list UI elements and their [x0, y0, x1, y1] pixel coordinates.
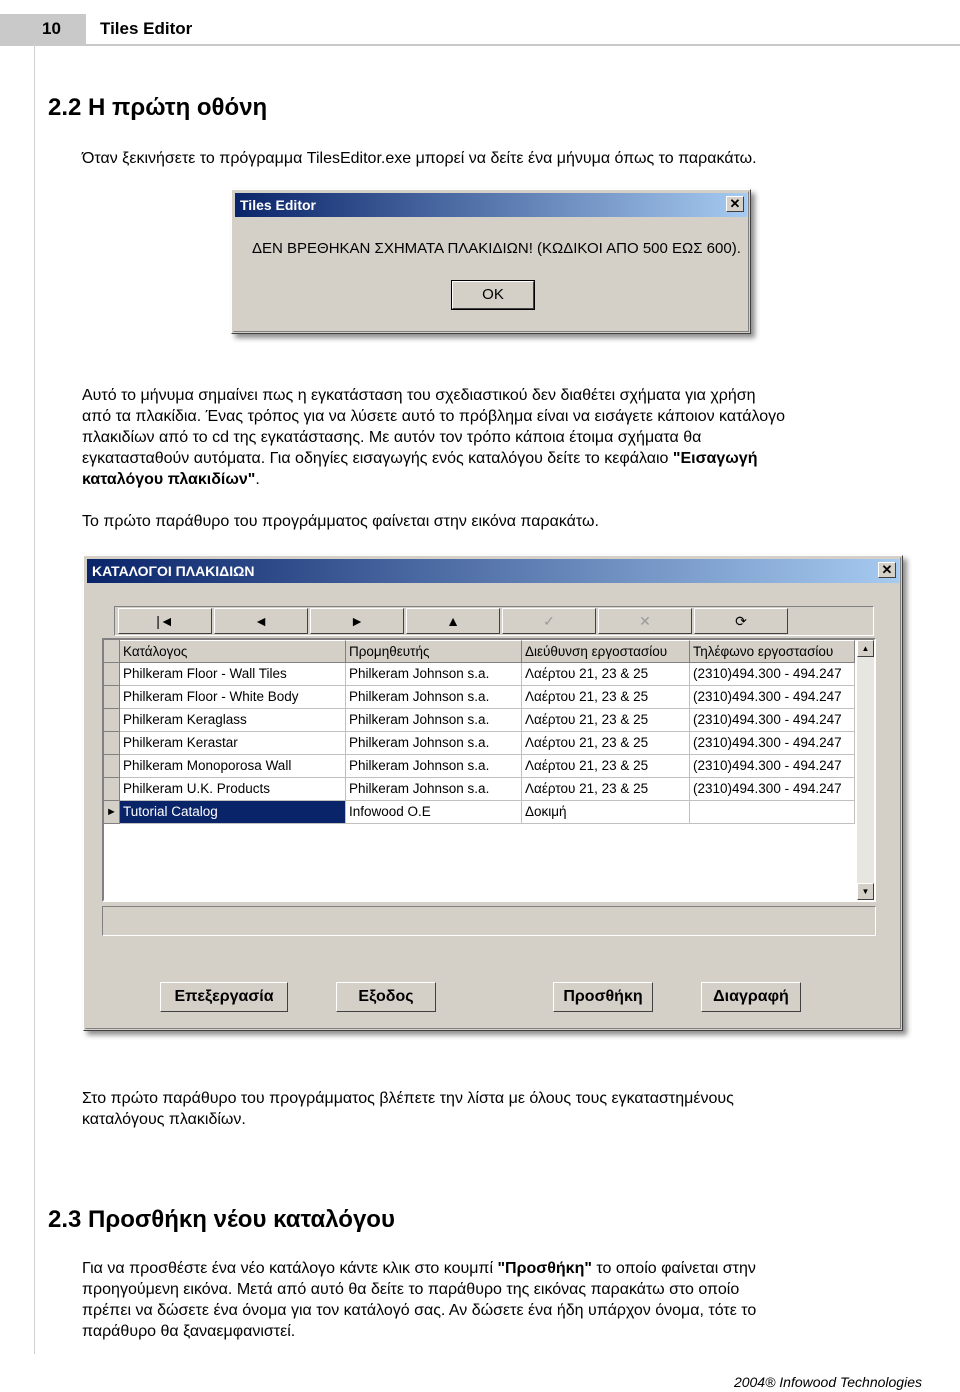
cell-phone[interactable]: (2310)494.300 - 494.247 [690, 755, 855, 778]
page-footer: 2004® Infowood Technologies [733, 1374, 922, 1390]
nav-post-button[interactable]: ✓ [502, 608, 596, 634]
row-indicator [104, 778, 120, 801]
chapter-reference-part1: "Εισαγωγή [672, 450, 758, 467]
cell-catalog-selected[interactable]: Tutorial Catalog [120, 801, 346, 824]
cell-supplier[interactable]: Philkeram Johnson s.a. [346, 709, 522, 732]
message-dialog [231, 189, 751, 334]
dialog-close-button[interactable]: ✕ [726, 196, 744, 212]
cell-phone[interactable]: (2310)494.300 - 494.247 [690, 686, 855, 709]
cell-catalog[interactable]: Philkeram Kerastar [120, 732, 346, 755]
section2-line-1 [82, 1258, 756, 1279]
add-button-reference: "Προσθήκη" [497, 1260, 592, 1277]
explanation-line-1: Αυτό το μήνυμα σημαίνει πως η εγκατάσταση του σχεδιαστικού δεν διαθέτει σχήματα για χρήση [82, 387, 756, 404]
catalog-grid[interactable] [102, 638, 876, 902]
section2-line-3: πρέπει να δώσετε ένα όνομα για τον κατάλογό σας. Αν δώσετε ένα ήδη υπάρχον όνομα, τότε το [82, 1302, 757, 1319]
section2-line-1-pre: Για να προσθέστε ένα νέο κατάλογο κάντε κλικ στο κουμπί [82, 1260, 498, 1277]
cell-address[interactable]: Δοκιμή [522, 801, 690, 824]
table-row[interactable] [104, 755, 855, 778]
running-header-title: Tiles Editor [100, 19, 193, 38]
explanation-line-3: πλακιδίων από το cd της εγκατάστασης. Με αυτόν τον τρόπο κάποια έτοιμα σχήματα θα [82, 429, 702, 446]
scroll-down-button[interactable]: ▼ [857, 883, 874, 900]
column-header-phone[interactable]: Τηλέφωνο εργοστασίου [690, 640, 855, 663]
explanation-line-4-text: εγκατασταθούν αυτόματα. Για οδηγίες εισαγωγής ενός καταλόγου δείτε το κεφάλαιο [82, 450, 669, 467]
column-header-supplier[interactable]: Προμηθευτής [346, 640, 522, 663]
cell-catalog[interactable]: Philkeram Keraglass [120, 709, 346, 732]
dialog-message: ΔΕΝ ΒΡΕΘΗΚΑΝ ΣΧΗΜΑΤΑ ΠΛΑΚΙΔΙΩΝ! (ΚΩΔΙΚΟΙ ΑΠΟ 500 ΕΩΣ 600). [252, 240, 741, 257]
cell-supplier[interactable]: Infowood O.E [346, 801, 522, 824]
header-rule [0, 44, 960, 46]
table-row[interactable] [104, 709, 855, 732]
catalog-close-button[interactable]: ✕ [878, 562, 896, 578]
grid-vertical-scrollbar[interactable] [857, 640, 874, 900]
page-number: 10 [0, 14, 86, 44]
cell-supplier[interactable]: Philkeram Johnson s.a. [346, 778, 522, 801]
cell-phone[interactable] [690, 801, 855, 824]
grid-header-indicator [104, 640, 120, 663]
after-figure-line-2: καταλόγους πλακιδίων. [82, 1111, 246, 1128]
cell-phone[interactable]: (2310)494.300 - 494.247 [690, 709, 855, 732]
nav-up-button[interactable]: ▲ [406, 608, 500, 634]
column-header-catalog[interactable]: Κατάλογος [120, 640, 346, 663]
table-row-current[interactable] [104, 801, 855, 824]
edit-button[interactable]: Επεξεργασία [160, 982, 288, 1012]
cell-address[interactable]: Λαέρτου 21, 23 & 25 [522, 709, 690, 732]
table-row[interactable] [104, 663, 855, 686]
exit-button[interactable]: Εξοδος [336, 982, 436, 1012]
dialog-title: Tiles Editor [240, 197, 316, 213]
cell-address[interactable]: Λαέρτου 21, 23 & 25 [522, 686, 690, 709]
current-row-indicator: ► [104, 801, 120, 824]
explanation-trail: . [255, 471, 260, 488]
after-figure-line-1: Στο πρώτο παράθυρο του προγράμματος βλέπετε την λίστα με όλους τους εγκαταστημένους [82, 1090, 734, 1107]
cell-supplier[interactable]: Philkeram Johnson s.a. [346, 663, 522, 686]
cell-supplier[interactable]: Philkeram Johnson s.a. [346, 686, 522, 709]
column-header-address[interactable]: Διεύθυνση εργοστασίου [522, 640, 690, 663]
section2-line-1-post: το οποίο φαίνεται στην [591, 1260, 756, 1277]
section-heading-new-catalog: 2.3 Προσθήκη νέου καταλόγου [48, 1206, 395, 1233]
scroll-up-button[interactable]: ▲ [857, 640, 874, 657]
cell-address[interactable]: Λαέρτου 21, 23 & 25 [522, 755, 690, 778]
dialog-titlebar[interactable] [235, 193, 747, 217]
section-heading-first-screen: 2.2 Η πρώτη οθόνη [48, 94, 268, 121]
cell-phone[interactable]: (2310)494.300 - 494.247 [690, 732, 855, 755]
chapter-reference-part2: καταλόγου πλακιδίων" [82, 471, 256, 488]
table-row[interactable] [104, 778, 855, 801]
record-navigator [114, 606, 874, 636]
nav-first-button[interactable]: |◄ [118, 608, 212, 634]
catalog-window [83, 555, 903, 1031]
figure-caption: Το πρώτο παράθυρο του προγράμματος φαίνεται στην εικόνα παρακάτω. [82, 513, 599, 530]
cell-phone[interactable]: (2310)494.300 - 494.247 [690, 778, 855, 801]
nav-prior-button[interactable]: ◄ [214, 608, 308, 634]
cell-address[interactable]: Λαέρτου 21, 23 & 25 [522, 663, 690, 686]
row-indicator [104, 755, 120, 778]
grid-header-row [104, 640, 855, 663]
cell-address[interactable]: Λαέρτου 21, 23 & 25 [522, 778, 690, 801]
explanation-line-4 [82, 448, 757, 469]
table-row[interactable] [104, 732, 855, 755]
cell-catalog[interactable]: Philkeram Floor - Wall Tiles [120, 663, 346, 686]
cell-phone[interactable]: (2310)494.300 - 494.247 [690, 663, 855, 686]
explanation-line-5 [82, 469, 260, 490]
delete-button[interactable]: Διαγραφή [701, 982, 801, 1012]
cell-address[interactable]: Λαέρτου 21, 23 & 25 [522, 732, 690, 755]
intro-paragraph: Όταν ξεκινήσετε το πρόγραμμα TilesEditor.exe μπορεί να δείτε ένα μήνυμα όπως το παρακάτω. [82, 150, 757, 167]
nav-refresh-button[interactable]: ⟳ [694, 608, 788, 634]
cell-supplier[interactable]: Philkeram Johnson s.a. [346, 732, 522, 755]
status-panel [102, 906, 876, 936]
cell-catalog[interactable]: Philkeram Floor - White Body [120, 686, 346, 709]
row-indicator [104, 686, 120, 709]
row-indicator [104, 732, 120, 755]
cell-catalog[interactable]: Philkeram Monoporosa Wall [120, 755, 346, 778]
cell-supplier[interactable]: Philkeram Johnson s.a. [346, 755, 522, 778]
nav-cancel-button[interactable]: ✕ [598, 608, 692, 634]
catalog-window-title: ΚΑΤΑΛΟΓΟΙ ΠΛΑΚΙΔΙΩΝ [92, 563, 255, 579]
nav-next-button[interactable]: ► [310, 608, 404, 634]
row-indicator [104, 709, 120, 732]
ok-button[interactable]: OK [452, 281, 534, 309]
cell-catalog[interactable]: Philkeram U.K. Products [120, 778, 346, 801]
add-button[interactable]: Προσθήκη [553, 982, 653, 1012]
table-row[interactable] [104, 686, 855, 709]
catalog-titlebar[interactable] [87, 559, 899, 583]
section2-line-2: προηγούμενη εικόνα. Μετά από αυτό θα δείτε το παράθυρο της εικόνας παρακάτω στο οποίο [82, 1281, 740, 1298]
section2-line-4: παράθυρο θα ξαναεμφανιστεί. [82, 1323, 296, 1340]
explanation-line-2: από τα πλακίδια. Ένας τρόπος για να λύσετε αυτό το πρόβλημα είναι να εισάγετε κάποιον κατάλογο [82, 408, 786, 425]
margin-rule [34, 44, 35, 1354]
row-indicator [104, 663, 120, 686]
